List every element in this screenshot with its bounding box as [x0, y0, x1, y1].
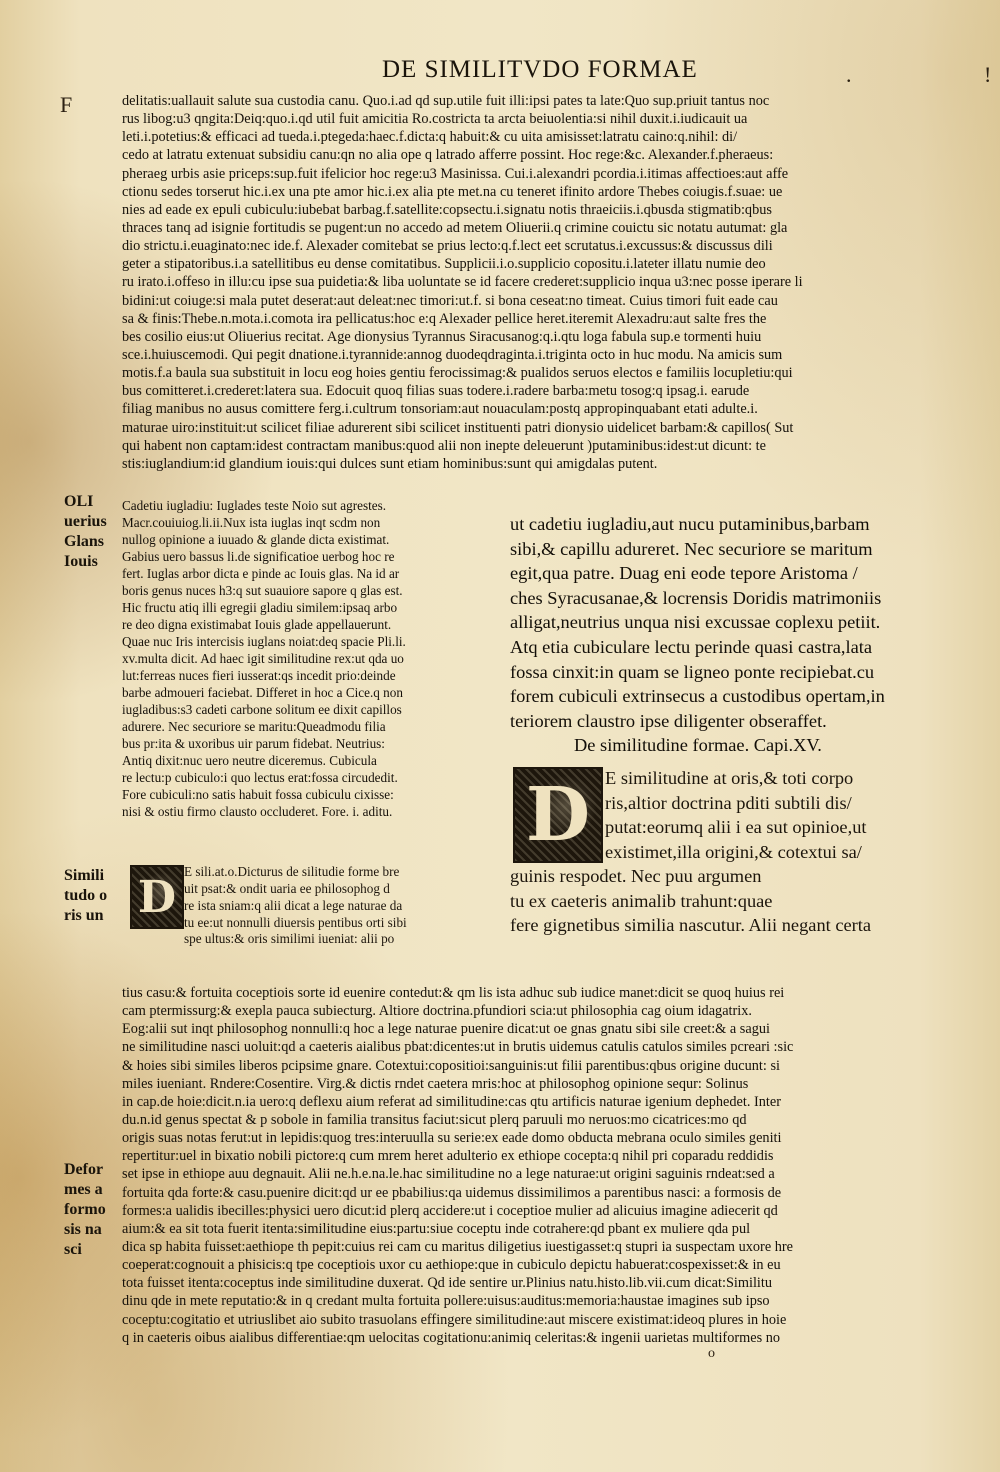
text-line: ne similitudine nasci uoluit:qd a caeteris aialibus pbat:dicentes:ut in brutis uidemus catulis catulos similes pcreari :sic	[122, 1039, 794, 1056]
text-line: tu ex caeteris animalib trahunt:quae	[510, 890, 773, 911]
text-line: fortuita qda forte:& casu.puenire dicit:qd ur ee pbabilius:qa uidemus dissimilimos a parentibus nasci: a formosis de	[122, 1184, 782, 1201]
text-line: formes:a ualidis ibecilles:physici uero dicut:id plerq accidere:ut i coceptioe mulier ad alicuius imagine adiecerit qd	[122, 1202, 778, 1219]
text-line: Macr.couiuiog.li.ii.Nux ista iuglas inqt scdm non	[122, 515, 381, 530]
text-line: dio strictu.i.euaginato:nec ide.f. Alexader comitebat se prius lecto:q.f.lect eet scrutatus.i.excussus:& discussus dili	[122, 238, 773, 255]
commentary-left-column	[122, 497, 504, 820]
text-line: bes cosilio eius:ut Oliuerius recitat. Age dionysius Tyrannus Siracusanog:q.i.qtu loga fabula sup.e tormenti huiu	[122, 328, 762, 345]
text-line: forem cubiculi extrinsecus a custodibus opertam,in	[510, 686, 885, 707]
text-line: tota fuisset itenta:coceptus inde similitudine duxerat. Qd ide sentire ur.Plinius natu.histo.lib.vii.cum dicat:Similitu	[122, 1275, 773, 1292]
decorated-initial-large: D	[513, 767, 603, 863]
text-line: thraces tanq ad isignie fortitudis se pugent:un no accedo ad metem Oliuerii.q crimine couictu sic notatu autumat: gla	[122, 219, 788, 236]
chapter-heading: De similitudine formae. Capi.XV.	[574, 735, 822, 756]
text-line: pheraeg urbis asie priceps:sup.fuit ifelicior hoc rege:u3 Masinissa. Cui.i.alexandri pcordia.i.itimas affectioes:aut affe	[122, 165, 789, 182]
text-line: origis suas notas ferut:ut in lepidis:quog tres:interuulla su serie:ex eade domo obducta mebrana oculo similes geniti	[122, 1130, 782, 1147]
text-line: Gabius uero bassus li.de significatioe uerbog hoc re	[122, 549, 395, 564]
text-line: filiag manibus no ausus comittere ferg.i.cultrum tonsoriam:aut nouaculam:postq appropinquabant etati adulte.i.	[122, 401, 758, 418]
text-line: ris,altior doctrina pditi subtili dis/	[605, 792, 852, 813]
text-line: nies ad eade ex epuli cubiculu:iubebat barbag.f.satellite:copsectu.i.signatu notis thraeiciis.i.qbusda stigmatib:qbus	[122, 201, 772, 218]
text-line: q in caeteris oibus aialibus differentiae:qm uelocitas cogitationu:animiq celeritas:& ingenii uarietas multiformes no	[122, 1329, 780, 1346]
text-line: sa & finis:Thebe.n.mota.i.comota ira pellicatus:hoc e:q Alexader pellice heret.iteremit Alexadru:aut salte fres the	[122, 310, 767, 327]
text-line: nullog opinione a iuuado & glande dicta existimat.	[122, 532, 390, 547]
bottom-mark: o	[708, 1346, 715, 1361]
text-line: tius casu:& fortuita coceptiois sorte id euenire contedut:& qm lis ista adhuc sub iudice manet:dicit se quoq huius rei	[122, 985, 785, 1001]
text-line: coeperat:cognouit a phisicis:q tpe coceptiois uxor cu aethiope:que in cubiculo depictu habuerat:cospexisset:& in eu	[122, 1257, 781, 1274]
text-line: E similitudine at oris,& toti corpo	[605, 768, 854, 788]
text-line: alligat,neutrius unqua nisi excussae coplexu petiit.	[510, 612, 881, 633]
text-line: maturae uiro:instituit:ut scilicet filiae adurerent sibi scilicet instituenti patri dionysio uidelicet barbam:& capillos( Sut	[122, 419, 794, 436]
text-line: fere gignetibus similia nascutur. Alii negant certa	[510, 915, 872, 936]
text-line: & hoies sibi similes liberos pcipsime gnare. Cotextui:copositioi:sanguinis:ut filii parentibus:qbus origine ducunt: si	[122, 1057, 780, 1074]
text-line: adurere. Nec securiore se maritu:Queadmodu filia	[122, 719, 386, 734]
text-line: iugladibus:s3 cadeti carbone solitum ee dixit capillos	[122, 702, 402, 717]
decorated-initial-small: D	[130, 865, 184, 929]
text-line: miles iueniant. Rndere:Cosentire. Virg.& dictis rndet caetera mris:hoc at philosophog opinione sequr: Solinus	[122, 1075, 749, 1092]
text-line: Quae nuc Iris intercisis iuglans noiat:deq spacie Pli.li.	[122, 634, 406, 649]
commentary-top-block	[122, 92, 940, 473]
text-line: boris genus nuces h3:q sut suauiore sapore q glas est.	[122, 583, 403, 598]
margin-note-similitudo: Simili tudo o ris un	[64, 867, 108, 924]
text-line: Eog:alii sut inqt philosophog nonnulli:q hoc a lege naturae puenire dicat:ut oe gnas gnatu sibi sile creet:& a sagui	[122, 1021, 770, 1038]
commentary-bottom-block	[122, 984, 940, 1347]
text-line: aium:& ea sit tota fuerit itenta:similitudine eius:partu:siue coceptu inde cotrahere:qd pbant ex muliere qda pul	[122, 1220, 751, 1237]
text-line: uit psat:& ondit uaria ee philosophog d	[184, 881, 390, 896]
text-line: guinis respodet. Nec puu argumen	[510, 866, 762, 886]
text-line: qui habent non captam:idest contractam manibus:quod alii non inepte deleuerunt )putaminibus:idest:ut dicunt: te	[122, 437, 767, 454]
text-line: delitatis:uallauit salute sua custodia canu. Quo.i.ad qd sup.utile fuit illi:ipsi pates ta late:Quo sup.priuit tantus noc	[122, 93, 770, 109]
text-line: geter a stipatoribus.i.a satellitibus eu dense comitatibus. Supplicii.i.o.supplicio copositu.i.lateter illatu numie deo	[122, 256, 766, 273]
text-line: fert. Iuglas arbor dicta e pinde ac Iouis glas. Na id ar	[122, 566, 400, 581]
text-line: lut:ferreas nuces fieri iusserat:qs incedit prio:deinde	[122, 668, 396, 683]
text-line: re ista sniam:q alii dicat a lege naturae da	[184, 898, 403, 913]
chapter-text	[605, 766, 941, 864]
text-line: spe ultus:& oris similimi iueniat: alii po	[184, 931, 395, 946]
chapter-text-wide	[510, 864, 942, 938]
text-line: rus libog:u3 qngita:Deiq:quo.i.qd util fuit amicitia Ro.costricta ta arcta beiuolentia:si nihil duxit.i.iudicauit ua	[122, 111, 748, 128]
text-line: sce.i.huiuscemodi. Qui pegit dnatione.i.tyrannide:annog duodeqdraginta.i.triginta octo in huc modu. Na amicis sum	[122, 346, 783, 363]
text-line: ru irato.i.offeso in illu:cu ipse sua puidetia:& liba uoluntate se id facere crederet:supplicio inqua u3:nec posse iperare li	[122, 274, 803, 291]
text-line: barbe admoueri faciebat. Differet in hoc a Cice.q non	[122, 685, 403, 700]
text-line: Atq etia cubiculare lectu perinde quasi castra,lata	[510, 636, 873, 657]
text-line: set ipse in ethiope auu degnauit. Alii ne.h.e.na.le.hac similitudine no a lege naturae:ut origini saguinis rndeat:sed a	[122, 1166, 775, 1183]
text-line: bus pr:ita & uxoribus uir parum fidebat. Neutrius:	[122, 736, 385, 751]
text-line: ctionu sedes torserut hic.i.ex una pte amor hic.i.ex alia pte met.na cu teneret ifinito ardore Thebes coiugis.f.suae: ue	[122, 183, 783, 200]
margin-note-oliverius: OLI uerius Glans Iouis	[64, 493, 107, 570]
text-line: E sili.at.o.Dicturus de silitudie forme bre	[184, 864, 400, 879]
edge-mark: !	[984, 62, 992, 87]
header-dot: .	[846, 62, 852, 87]
text-line: cam ptermissurg:& exepla pauca subiecturg. Altiore doctrina.pfundiori scia:ut philosophia cag oium idagatrix.	[122, 1003, 752, 1020]
text-line: Hic fructu atiq illi egregii gladiu similem:ipsaq arbo	[122, 600, 398, 615]
text-line: sibi,& capillu adureret. Nec securiore se maritum	[510, 538, 873, 559]
text-line: motis.f.a baula sua substituit in locu eog hoies gentiu ferocissimag:& pualidos seruos electos e familiis locupletiu:qui	[122, 365, 793, 382]
text-line: bidini:ut coiuge:si mala putet deserat:aut deleat:nec timori:ut.f. si bona ceseat:no timeat. Cuius timori fuit eade cau	[122, 292, 778, 309]
text-line: bus comitteret.i.crederet:latera sua. Edocuit quoq filias suas todere.i.radere barba:metu tosog:q ipsag.i. earude	[122, 383, 750, 400]
text-line: cedo at latratu extenuat subsidiu canu:qn no alia ope q latrado afferre possint. Hoc rege:&c. Alexander.f.pheraeus:	[122, 147, 774, 164]
margin-mark: F	[60, 92, 73, 117]
text-line: ut cadetiu iugladiu,aut nucu putaminibus,barbam	[510, 514, 870, 534]
text-line: repertitur:uel in bixatio nobili pictore:q cum mrem heret adulterio ex ethiope cocepta:q nihil pri coparadu reddidis	[122, 1148, 774, 1165]
text-line: Cadetiu iugladiu: Iuglades teste Noio sut agrestes.	[122, 498, 387, 513]
text-line: nisi & ostiu firmo clausto occluderet. Fore. i. aditu.	[122, 804, 393, 819]
text-line: du.n.id genus spectat & p sobole in familia transitus faciut:sicut plerq paruuli mo neruos:mo cicatrices:mo qd	[122, 1111, 747, 1128]
text-line: egit,qua patre. Duag eni eode tepore Aristoma /	[510, 563, 858, 584]
text-line: putat:eorumq alii i ea sut opinioe,ut	[605, 817, 867, 838]
text-line: fossa cinxit:in quam se ligneo ponte recipiebat.cu	[510, 661, 875, 682]
text-line: Fore cubiculi:no satis habuit fossa cubiculu cixisse:	[122, 787, 394, 802]
text-line: in cap.de hoie:dicit.n.ia uero:q deflexu aium referat ad similitudine:cas qtu artificis naturae igenium dephedet. Inter	[122, 1093, 782, 1110]
text-line: Antiq dixit:nuc uero neutre diceremus. Cubicula	[122, 753, 377, 768]
text-line: dinu qde in mete reputatio:& in q credant multa fortuita pollere:uisus:auditus:memoria:haustae imagines sub ipso	[122, 1293, 770, 1310]
margin-note-deformes: Defor mes a formo sis na sci	[64, 1161, 106, 1258]
text-line: coceptu:cogitatio et utriuslibet aio subito trasuolans effingere similitudine:aut miscere existimat:ideoq plures in hoie	[122, 1311, 787, 1328]
text-line: tu ee:ut nonnulli diuersis pentibus orti sibi	[184, 915, 407, 930]
text-line: stis:iuglandium:id glandium iouis:qui dulces sunt etiam hominibus:sunt qui amigdalas putent.	[122, 455, 658, 472]
main-text-column	[510, 512, 942, 758]
text-line: teriorem claustro ipse diligenter obseraffet.	[510, 710, 827, 731]
text-line: dica sp habita fuisset:aethiope th pepit:cuius rei cam cu maritus diligetius iuestigasset:q stupri ia suspectam uxore hre	[122, 1238, 793, 1255]
text-line: re deo digna existimabat Iouis glade appellauerunt.	[122, 617, 392, 632]
running-header: DE SIMILITVDO FORMAE	[382, 56, 698, 83]
text-line: xv.multa dicit. Ad haec igit similitudine rex:ut qda uo	[122, 651, 404, 666]
text-line: leti.i.potetius:& efficaci ad tueda.i.ptegeda:haec.f.dicta:q habuit:& cu uita amisisset:latratu caino:q.nihil: di/	[122, 129, 738, 146]
text-line: re lectu:p cubiculo:i quo lectus erat:fossa circudedit.	[122, 770, 398, 785]
text-line: existimet,illa origini,& cotextui sa/	[605, 841, 862, 862]
text-line: ches Syracusanae,& locrensis Doridis matrimoniis	[510, 587, 882, 608]
